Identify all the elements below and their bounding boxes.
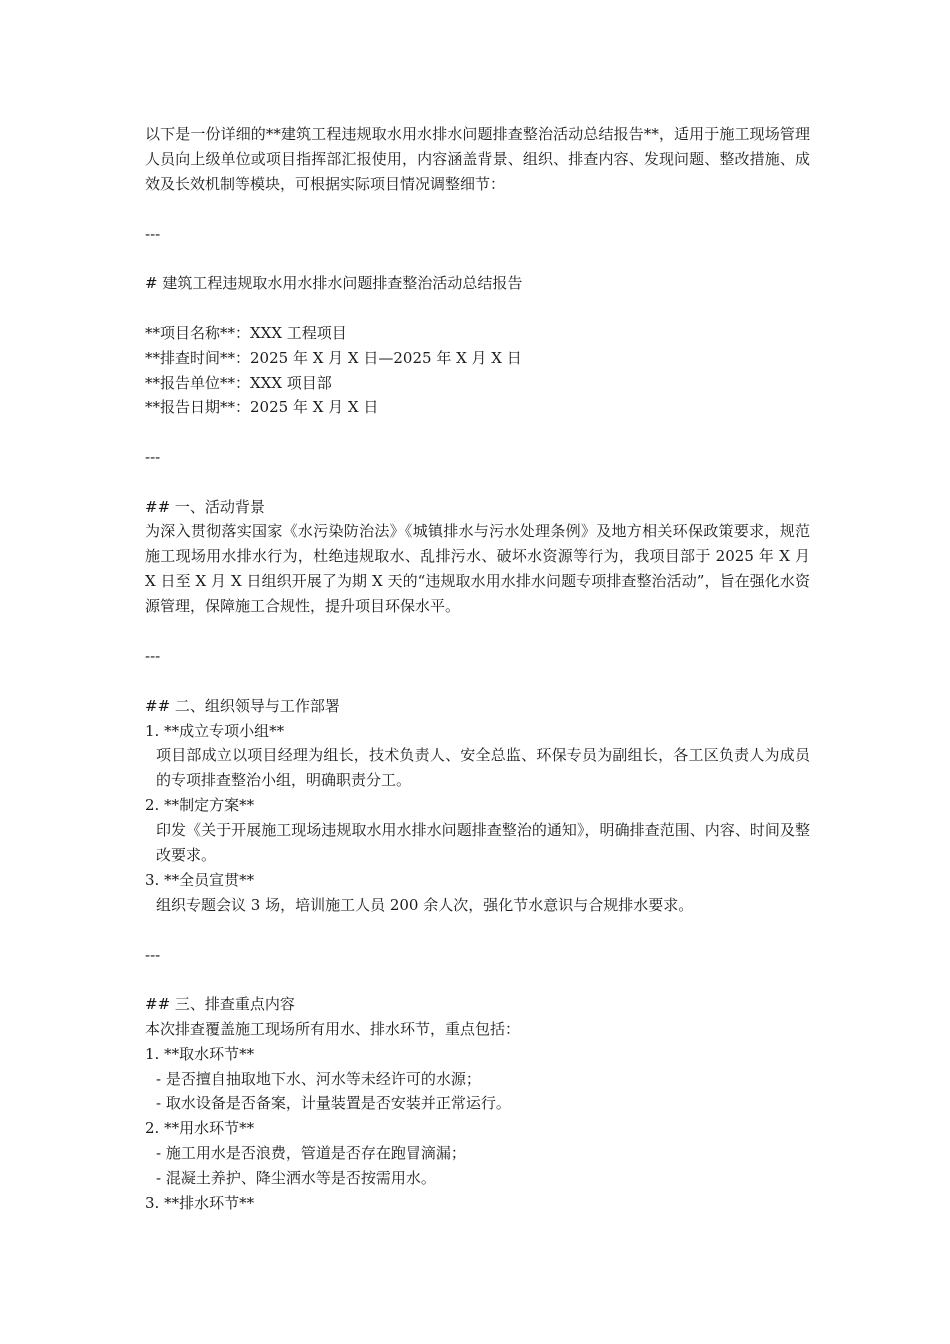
- section1-body: 为深入贯彻落实国家《水污染防治法》《城镇排水与污水处理条例》及地方相关环保政策要求，规范施工现场用水排水行为，杜绝违规取水、乱排污水、破坏水资源等行为，我项目部于 2025 年 X 月 X 日至 X 月 X 日组织开展了为期 X 天的“违规取水用水排水问题专项排查整治活动”，旨在强化水资源管理，保障施工合规性，提升项目环保水平。: [145, 522, 810, 616]
- section3-item2-bullet1: - 施工用水是否浪费，管道是否存在跑冒滴漏；: [156, 1143, 466, 1162]
- section2-heading: ## 二、组织领导与工作部署: [145, 696, 340, 715]
- meta-unit: **报告单位**：XXX 项目部: [145, 373, 332, 392]
- intro-paragraph: 以下是一份详细的**建筑工程违规取水用水排水问题排查整治活动总结报告**，适用于施工现场管理人员向上级单位或项目指挥部汇报使用，内容涵盖背景、组织、排查内容、发现问题、整改措施、成效及长效机制等模块，可根据实际项目情况调整细节：: [145, 125, 810, 193]
- section2-item1-body: 项目部成立以项目经理为组长，技术负责人、安全总监、环保专员为副组长，各工区负责人为成员的专项排查整治小组，明确职责分工。: [156, 746, 810, 790]
- report-title: # 建筑工程违规取水用水排水问题排查整治活动总结报告: [145, 274, 523, 293]
- section2-item2-body: 印发《关于开展施工现场违规取水用水排水问题排查整治的通知》，明确排查范围、内容、时间及整改要求。: [156, 821, 810, 865]
- section2-item1-title: 1. **成立专项小组**: [145, 721, 285, 740]
- separator: ---: [145, 945, 161, 964]
- meta-period: **排查时间**：2025 年 X 月 X 日—2025 年 X 月 X 日: [145, 348, 522, 367]
- section2-item3-body: 组织专题会议 3 场，培训施工人员 200 余人次，强化节水意识与合规排水要求。: [156, 895, 694, 914]
- separator: ---: [145, 647, 161, 666]
- section3-intro: 本次排查覆盖施工现场所有用水、排水环节，重点包括：: [145, 1019, 521, 1038]
- section3-item2-bullet2: - 混凝土养护、降尘洒水等是否按需用水。: [156, 1168, 436, 1187]
- section3-item1-bullet1: - 是否擅自抽取地下水、河水等未经许可的水源；: [156, 1069, 481, 1088]
- document-content: [145, 122, 810, 1215]
- section3-item1-title: 1. **取水环节**: [145, 1044, 255, 1063]
- section1-heading: ## 一、活动背景: [145, 497, 265, 516]
- section3-item1-bullet2: - 取水设备是否备案，计量装置是否安装并正常运行。: [156, 1094, 511, 1113]
- section3-item2-title: 2. **用水环节**: [145, 1119, 255, 1138]
- meta-project: **项目名称**：XXX 工程项目: [145, 323, 347, 342]
- separator: ---: [145, 447, 161, 466]
- meta-date: **报告日期**：2025 年 X 月 X 日: [145, 398, 379, 417]
- section2-item3-title: 3. **全员宣贯**: [145, 871, 255, 890]
- section3-item3-title: 3. **排水环节**: [145, 1193, 255, 1212]
- section3-heading: ## 三、排查重点内容: [145, 995, 295, 1014]
- section2-item2-title: 2. **制定方案**: [145, 796, 255, 815]
- separator: ---: [145, 224, 161, 243]
